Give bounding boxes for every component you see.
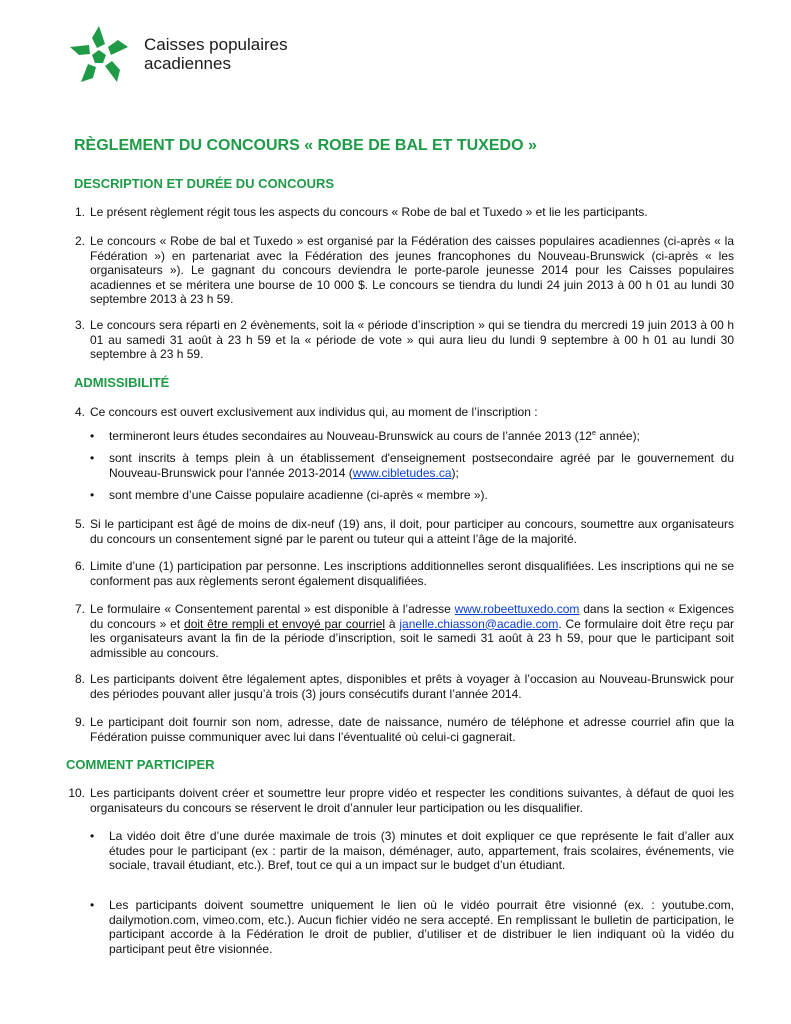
bullet-icon: • [90, 488, 95, 502]
bullet-item-10b [90, 898, 734, 956]
section-description-heading: DESCRIPTION ET DURÉE DU CONCOURS [74, 176, 335, 191]
bullet-text: La vidéo doit être d’une durée maximale de trois (3) minutes et doit expliquer ce que représente le fait d’aller aux études pour le participant (ex : partir de la maison, déménager, auto, appartement, frais scolaires, événements, vie sociale, travail étudiant, etc.). Bref, tout ce qui a un impact sur le budget d’un étudiant. [109, 829, 734, 873]
rule-item-10 [68, 786, 734, 815]
brand-name [144, 35, 288, 73]
rule-item-1 [68, 205, 734, 220]
brand-line-1: Caisses populaires [144, 35, 288, 54]
rule-number: 3. [74, 318, 85, 332]
rule-text: Si le participant est âgé de moins de dix-neuf (19) ans, il doit, pour participer au concours, soumettre aux organisateurs du concours un consentement signé par le parent ou tuteur qui a atteint l’âge de la majorité. [90, 517, 734, 546]
rule-number: 2. [74, 234, 85, 248]
rule-text: Le participant doit fournir son nom, adresse, date de naissance, numéro de téléphone et adresse courriel afin que la Fédération puisse communiquer avec lui dans l’éventualité où celui-ci gagnerait. [90, 715, 734, 744]
rule-number: 8. [74, 672, 85, 686]
rule-number: 10. [68, 786, 85, 800]
rule-item-2 [68, 234, 734, 307]
rule-number: 6. [74, 559, 85, 573]
rule-text: Le présent règlement régit tous les aspects du concours « Robe de bal et Tuxedo » et lie les participants. [90, 205, 648, 219]
rule-item-3 [68, 318, 734, 362]
rule-item-6 [68, 559, 734, 588]
bullet-text: sont inscrits à temps plein à un établissement d'enseignement postsecondaire agréé par le gouvernement du Nouveau-Brunswick pour l'année 2013-2014 (www.cibletudes.ca); [109, 451, 734, 480]
rule-text: Le concours « Robe de bal et Tuxedo » est organisé par la Fédération des caisses populaires acadiennes (ci-après « la Fédération ») en partenariat avec la Fédération des jeunes francophones du Nouveau-Brunswick (ci-après « les organisateurs »). Le gagnant du concours deviendra le porte-parole jeunesse 2014 pour les Caisses populaires acadiennes et se méritera une bourse de 10 000 $. Le concours se tiendra du lundi 24 juin 2013 à 00 h 01 au lundi 30 septembre 2013 à 23 h 59. [90, 234, 734, 307]
rule-text: Ce concours est ouvert exclusivement aux individus qui, au moment de l’inscription : [90, 405, 538, 419]
bullet-text: sont membre d’une Caisse populaire acadienne (ci-après « membre »). [109, 488, 488, 502]
bullet-text: termineront leurs études secondaires au Nouveau-Brunswick au cours de l’année 2013 (12e année); [109, 429, 640, 443]
bullet-text: Les participants doivent soumettre uniquement le lien où le vidéo pourrait être visionné (ex. : youtube.com, dailymotion.com, vimeo.com, etc.). Aucun fichier vidéo ne sera accepté. En remplissant le bulletin de participation, le participant accorde à la Fédération le droit de publier, d’utiliser et de distribuer le lien indiquant où la vidéo du participant peut être visionnée. [109, 898, 734, 956]
cibletudes-link[interactable]: www.cibletudes.ca [352, 465, 452, 480]
email-link[interactable]: janelle.chiasson@acadie.com [399, 616, 559, 631]
bullet-item-4a [90, 429, 734, 444]
rule-text: Les participants doivent être légalement aptes, disponibles et prêts à voyager à l’occasion au Nouveau-Brunswick pour des périodes pouvant aller jusqu’à trois (3) jours consécutifs durant l’année 2014. [90, 672, 734, 701]
section-participer-heading: COMMENT PARTICIPER [66, 757, 215, 772]
brand-logo [68, 24, 288, 86]
rule-text: Le concours sera réparti en 2 évènements, soit la « période d’inscription » qui se tiendra du mercredi 19 juin 2013 à 00 h 01 au samedi 31 août à 23 h 59 et la « période de vote » qui aura lieu du lundi 9 septembre à 00 h 01 au lundi 30 septembre à 23 h 59. [90, 318, 734, 362]
rule-item-4 [68, 405, 734, 420]
star-logo-icon [68, 24, 130, 86]
rule-item-5 [68, 517, 734, 546]
rule-number: 7. [74, 602, 85, 616]
bullet-item-4c [90, 488, 734, 503]
bullet-icon: • [90, 898, 95, 912]
bullet-item-4b [90, 451, 734, 480]
rule-number: 9. [74, 715, 85, 729]
rule-number: 4. [74, 405, 85, 419]
rule-text: Limite d’une (1) participation par personne. Les inscriptions additionnelles seront disqualifiées. Les inscriptions qui ne se conforment pas aux règlements seront également disqualifiées. [90, 559, 734, 588]
rule-number: 5. [74, 517, 85, 531]
bullet-icon: • [90, 451, 95, 465]
bullet-icon: • [90, 429, 95, 443]
rule-item-7 [68, 602, 734, 660]
rule-item-9 [68, 715, 734, 744]
rule-text: Le formulaire « Consentement parental » est disponible à l’adresse www.robeettuxedo.com dans la section « Exigences du concours » et doit être rempli et envoyé par courriel à janelle.chiasson@acadie.com. Ce formulaire doit être reçu par les organisateurs avant la fin de la période d’inscription, soit le samedi 31 août à 23 h 59, pour que le participant soit admissible au concours. [90, 602, 735, 660]
rule-number: 1. [74, 205, 85, 219]
rule-item-8 [68, 672, 734, 701]
robeettuxedo-link[interactable]: www.robeettuxedo.com [454, 602, 580, 616]
section-admissibilite-heading: ADMISSIBILITÉ [74, 375, 170, 390]
page-title: RÈGLEMENT DU CONCOURS « ROBE DE BAL ET TUXEDO » [74, 137, 537, 154]
brand-line-2: acadiennes [144, 54, 231, 73]
rule-text: Les participants doivent créer et soumettre leur propre vidéo et respecter les conditions suivantes, à défaut de quoi les organisateurs du concours se réservent le droit d’annuler leur participation ou les disqualifier. [90, 786, 734, 815]
bullet-icon: • [90, 829, 95, 843]
bullet-item-10a [90, 829, 734, 873]
